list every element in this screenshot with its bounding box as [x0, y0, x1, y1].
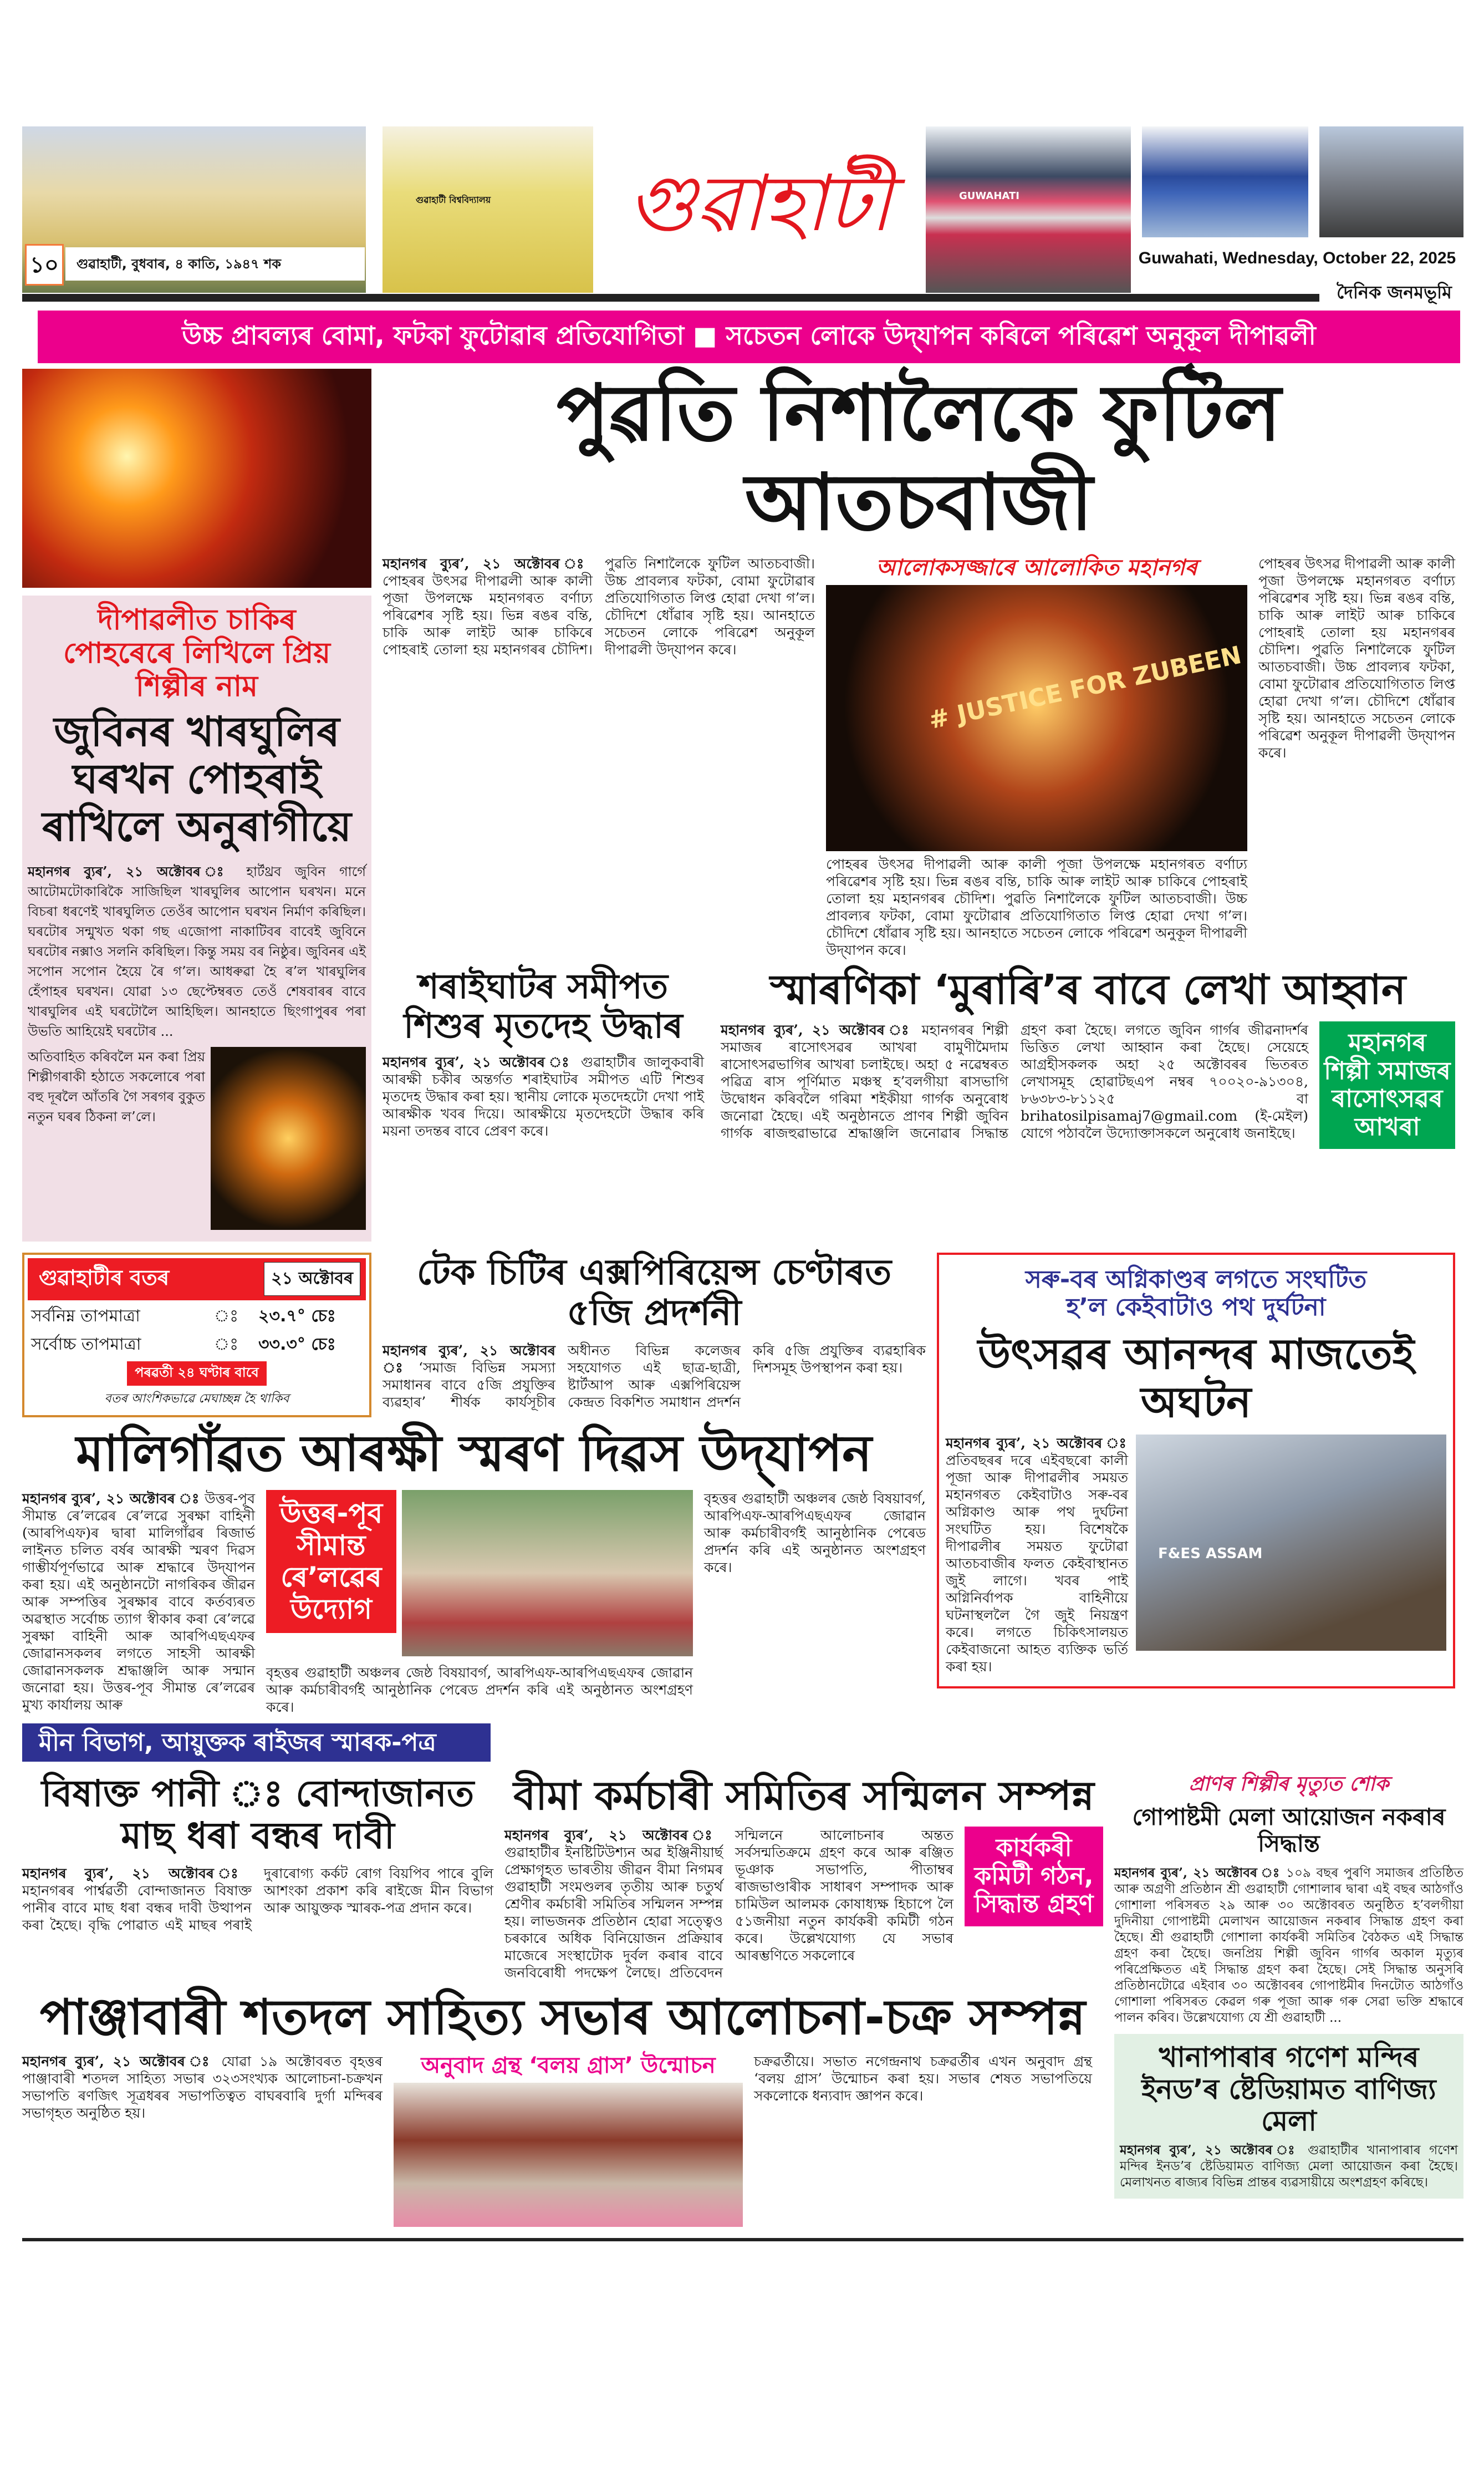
smaranika-body: মহানগৰ ব্যুৰ’, ২১ অক্টোবৰ ঃ মহানগৰৰ শিল্পী সমাজৰ ৰাসোৎসৱৰ আখৰা বামুণীমৈদাম ৰাসোৎসৱভাগিৰ আখৰা চলাইছে। অহা ৫ নৱেম্বৰত পৱিত্ৰ ৰাস পূৰ্ণিমাত মঞ্চস্থ হ’বলগীয়া ৰাসভাগি উদ্বোধন কৰিবলৈ গৰিমা শইকীয়া গাৰ্গক অনুৰোধ জনোৱা হৈছে। এই অনুষ্ঠানতে প্ৰাণৰ শিল্পী জুবিন গাৰ্গক ৰাজহুৱাভাৱে শ্ৰদ্ধাঞ্জলি জনোৱাৰ সিদ্ধান্ত গ্ৰহণ কৰা হৈছে। লগতে জুবিন গাৰ্গৰ জীৱনাদৰ্শৰ ভিত্তিত লেখা আহ্বান কৰা হৈছে। সেয়েহে আগ্ৰহীসকলক অহা ২৫ অক্টোবৰৰ ভিতৰত লেখাসমূহ হোৱাটছএপ নম্বৰ ৭০০২০-৯১৩০৪, ৮৬৩৮৩-৮১১২৫ বা brihatosilpisamaj7@gmail.com (ই-মেইল) যোগে পঠাবলৈ উদ্যোক্তাসকলে অনুৰোধ জনাইছে।	[721, 1022, 1308, 1142]
masthead-photo-station	[926, 126, 1131, 293]
saraighat-headline: শৰাইঘাটৰ সমীপত শিশুৰ মৃতদেহ উদ্ধাৰ	[404, 966, 683, 1046]
poison-water-body: মহানগৰ ব্যুৰ’, ২১ অক্টোবৰ ঃ মহানগৰৰ পাৰ্শ্বৱৰ্তী বোন্দাজানত বিষাক্ত পানীৰ বাবে মাছ ধৰা বন্ধৰ দাবী উত্থাপন কৰা হৈছে। বৃদ্ধি পোৱাত এই মাছৰ পৰাই দুৰাৰোগ্য কৰ্কট ৰোগ বিয়পিব পাৰে বুলি আশংকা প্ৰকাশ কৰি ৰাইজে মীন বিভাগ আৰু আয়ুক্তক স্মাৰক-পত্ৰ প্ৰদান কৰে।	[22, 1865, 493, 1934]
story-body: হাৰ্টথ্ৰব জুবিন গাৰ্গে আটোমটোকাৰিকৈ সাজিছিল খাৰঘুলিৰ আপোন ঘৰখন। মনে বিচৰা ধৰণেই খাৰঘুলিত তেওঁৰ আপোন ঘৰখন নিৰ্মাণ কৰিছিল। ঘৰটোৰ সন্মুখত থকা গছ এজোপা নাকাটিবৰ বাবেই জুবিনে ঘৰটোৰ নক্সাও সলনি কৰিছিল। কিন্তু সময় বৰ নিষ্ঠুৰ। জুবিনৰ এই সপোন সপোন হৈয়ে ৰৈ গ’ল। আধৰুৱা হৈ ৰ’ল খাৰঘুলিৰ হেঁপাহৰ ঘৰখন। যোৱা ১৩ ছেপ্টেম্বৰত তেওঁ শেষবাৰৰ বাবে খাৰঘুলিৰ এই ঘৰটোলৈ আহিছিল। আনহাতে ছিংগাপুৰৰ পৰা উভতি আহিয়েই ঘৰটোৰ ...	[28, 863, 366, 1039]
punjabari-body: মহানগৰ ব্যুৰ’, ২১ অক্টোবৰ ঃ যোৱা ১৯ অক্টোবৰত বৃহত্তৰ পাঞ্জাবাৰী শতদল সাহিত্য সভাৰ ৩২৩সংখ্যক আলোচনা-চক্ৰখন সভাপতি ৰণজিৎ সূত্ৰধৰৰ সভাপতিত্বত বাঘৰবাৰি দুৰ্গা মন্দিৰৰ সভাগৃহত অনুষ্ঠিত হয়।	[22, 2053, 383, 2122]
masthead	[0, 0, 1484, 311]
lead-story-body	[383, 555, 815, 658]
poison-water-headline: বিষাক্ত পানী ঃ বোন্দাজানত মাছ ধৰা বন্ধৰ দাবী	[41, 1772, 475, 1858]
rpf-body-right: বৃহত্তৰ গুৱাহাটী অঞ্চলৰ জেষ্ঠ বিষয়াবৰ্গ, আৰপিএফ-আৰপিএছএফৰ জোৱান আৰু কৰ্মচাৰীবৰ্গই আনুষ্ঠানিক পেৰেড প্ৰদৰ্শন কৰি এই অনুষ্ঠানত অংশগ্ৰহণ কৰে।	[704, 1491, 926, 1576]
khanapara-story: খানাপাৰাৰ গণেশ মন্দিৰ ইনড’ৰ ষ্টেডিয়ামত বাণিজ্য মেলা মহানগৰ ব্যুৰ’, ২১ অক্টোবৰ ঃ গুৱাহাটীৰ খানাপাৰাৰ গণেশ মন্দিৰ ইনড’ৰ ষ্টেডিয়ামত বাণিজ্য মেলা আয়োজন কৰা হৈছে। মেলাখনত ৰাজ্যৰ বিভিন্ন প্ৰান্তৰ ব্যৱসায়ীয়ে অংশগ্ৰহণ কৰিছে।	[1114, 2034, 1463, 2199]
photo-text: F&ES ASSAM	[1158, 1545, 1263, 1562]
fisheries-banner: মীন বিভাগ, আয়ুক্তক ৰাইজৰ স্মাৰক-পত্ৰ	[22, 1723, 491, 1762]
masthead-rule	[22, 294, 1319, 302]
logo: গুৱাহাটী	[627, 159, 892, 249]
sign-text: গুৱাহাটী বিশ্ববিদ্যালয়	[416, 195, 491, 205]
tech-headline: টেক চিটিৰ এক্সপিৰিয়েন্স চেণ্টাৰত ৫জি প্ৰদৰ্শনী	[416, 1252, 892, 1334]
photo-text: # JUSTICE FOR ZUBEEN	[926, 640, 1244, 735]
paper-name: দৈনিক জনমভূমি	[1325, 278, 1463, 308]
story-body-end: অতিবাহিত কৰিবলৈ মন কৰা প্ৰিয় শিল্পীগৰাকী হঠাতে সকলোৰে পৰা বহু দূৰলৈ আঁতৰি গৈ সৰগৰ বুকুত নতুন ঘৰৰ ঠিকনা ল’লে।	[28, 1049, 205, 1125]
forecast-text: বতৰ আংশিকভাৱে মেঘাচ্ছন্ন হৈ থাকিব	[104, 1391, 289, 1406]
assamese-date: গুৱাহাটী, বুধবাৰ, ৪ কাতি, ১৯৪৭ শক	[65, 247, 365, 281]
accident-story: সৰু-বৰ অগ্নিকাণ্ডৰ লগতে সংঘটিত হ’ল কেইবাটাও পথ দুৰ্ঘটনা উৎসৱৰ আনন্দৰ মাজতেই অঘটন F&ES ASSAM মহানগৰ ব্যুৰ’, ২১ অক্টোবৰ ঃ প্ৰতিবছৰৰ দৰে এইবছৰো কালী পূজা আৰু দীপাৱলীৰ সময়ত মহানগৰত কেইবাটাও সৰু-বৰ অগ্নিকাণ্ড আৰু পথ দুৰ্ঘটনা সংঘটিত হয়। বিশেষকৈ দীপাৱলীৰ সময়ত ফুটোৱা আতচবাজীৰ ফলত কেইবাস্থানত জুই লাগে। খবৰ পাই অগ্নিনিৰ্বাপক বাহিনীয়ে ঘটনাস্থললৈ গৈ জুই নিয়ন্ত্ৰণ কৰে। লগতে চিকিৎসালয়ত কেইবাজনো আহত ব্যক্তিক ভৰ্তি কৰা হয়।	[937, 1253, 1455, 1688]
saraighat-body: মহানগৰ ব্যুৰ’, ২১ অক্টোবৰ ঃ গুৱাহাটীৰ জালুকবাৰী আৰক্ষী চকীৰ অন্তৰ্গত শৰাইঘাটৰ সমীপত এটি শিশুৰ মৃতদেহ উদ্ধাৰ কৰা হয়। স্থানীয় লোকে মৃতদেহটো দেখা পাই আৰক্ষীক খবৰ দিয়ে। আৰক্ষীয়ে মৃতদেহটো উদ্ধাৰ কৰি ময়না তদন্তৰ বাবে প্ৰেৰণ কৰে।	[383, 1054, 704, 1139]
rpf-body: মহানগৰ ব্যুৰ’, ২১ অক্টোবৰ ঃ উত্তৰ-পূব সীমান্ত ৰে’লৱেৰ ৰে’লৱে সুৰক্ষা বাহিনী (আৰপিএফ)ৰ দ্বাৰা মালিগাঁৱৰ ৰিজাৰ্ভ লাইনত চলিত বৰ্ষৰ আৰক্ষী স্মৰণ দিৱস গাম্ভীৰ্যপূৰ্ণভাৱে আৰু শ্ৰদ্ধাৰে উদ্‌যাপন কৰা হয়। এই অনুষ্ঠানটো নাগৰিকৰ জীৱন আৰু সম্পত্তিৰ সুৰক্ষাৰ বাবে কৰ্তব্যৰত অৱস্থাত সৰ্বোচ্চ ত্যাগ স্বীকাৰ কৰা ৰে’লৱে সুৰক্ষা বাহিনী আৰু আৰপিএছএফৰ জোৱানসকলৰ লগতে সাহসী আৰক্ষী জোৱানসকলক শ্ৰদ্ধাঞ্জলি আৰু সন্মান জনোৱা হয়। উত্তৰ-পূব সীমান্ত ৰে’লৱেৰ মুখ্য কাৰ্যালয় আৰু	[22, 1491, 255, 1713]
story-body: পোহৰৰ উৎসৱ দীপাৱলী আৰু কালী পূজা উপলক্ষে মহানগৰত বৰ্ণাঢ্য পৰিৱেশৰ সৃষ্টি হয়। ভিন্ন ৰঙৰ বন্তি, চাকি আৰু লাইট আৰু চাকিৰে পোহৰাই তোলা হয় মহানগৰৰ চৌদিশ। পুৱতি নিশালৈকে ফুটিল আতচবাজী। উচ্চ প্ৰাবল্যৰ ফটকা, বোমা ফুটোৱাৰ প্ৰতিযোগিতাত লিপ্ত হোৱা দেখা গ’ল। চৌদিশে ধোঁৱাৰ সৃষ্টি হয়। আনহাতে সচেতন লোকে পৰিৱেশ অনুকূল দীপাৱলী উদ্‌যাপন কৰে।	[383, 556, 815, 658]
top-banner	[38, 311, 1460, 363]
accident-headline: উৎসৱৰ আনন্দৰ মাজতেই অঘটন	[977, 1329, 1415, 1427]
gopashtami-body: মহানগৰ ব্যুৰ’, ২১ অক্টোবৰ ঃ ১০৯ বছৰ পুৰণি সমাজৰ প্ৰতিষ্ঠিত আৰু অগ্ৰণী প্ৰতিষ্ঠান শ্ৰী গুৱাহাটী গোশালাৰ দ্বাৰা এই বছৰ আঠগাঁও গোশালা পৰিসৰত ২৯ আৰু ৩০ অক্টোবৰত অনুষ্ঠিত হ’বলগীয়া দুদিনীয়া গোপাষ্টমী মেলাখন আয়োজন নকৰাৰ সিদ্ধান্ত গ্ৰহণ কৰা হৈছে। শ্ৰী গুৱাহাটী গোশালা কাৰ্যকৰী সমিতিৰ বৈঠকত এই সিদ্ধান্ত গ্ৰহণ কৰা হৈছে। জনপ্ৰিয় শিল্পী জুবিন গাৰ্গৰ অকাল মৃত্যুৰ পৰিপ্ৰেক্ষিতত এই সিদ্ধান্ত গ্ৰহণ কৰা হৈছে। সেই সিদ্ধান্ত অনুসৰি প্ৰতিষ্ঠানটোৱে এইবাৰ ৩০ অক্টোবৰৰ গোপাষ্টমীৰ দিনটোত আঠগাঁও গোশালা পৰিসৰত কেৱল গৰু পূজা আৰু গৰু সেৱা ভক্তি শ্ৰদ্ধাৰে পালন কৰিব। উল্লেখযোগ্য যে শ্ৰী গুৱাহাটী ...	[1114, 1865, 1464, 2026]
lead-story-right-column: পোহৰৰ উৎসৱ দীপাৱলী আৰু কালী পূজা উপলক্ষে মহানগৰত বৰ্ণাঢ্য পৰিৱেশৰ সৃষ্টি হয়। ভিন্ন ৰঙৰ বন্তি, চাকি আৰু লাইট আৰু চাকিৰে পোহৰাই তোলা হয় মহানগৰৰ চৌদিশ। পুৱতি নিশালৈকে ফুটিল আতচবাজী। উচ্চ প্ৰাবল্যৰ ফটকা, বোমা ফুটোৱাৰ প্ৰতিযোগিতাত লিপ্ত হোৱা দেখা গ’ল। চৌদিশে ধোঁৱাৰ সৃষ্টি হয়। আনহাতে সচেতন লোকে পৰিৱেশ অনুকূল দীপাৱলী উদ্‌যাপন কৰে।	[1258, 556, 1455, 761]
forecast-label: পৰৱৰ্তী ২৪ ঘণ্টাৰ বাবে	[127, 1361, 267, 1386]
lead-photo-text-below: পোহৰৰ উৎসৱ দীপাৱলী আৰু কালী পূজা উপলক্ষে মহানগৰত বৰ্ণাঢ্য পৰিৱেশৰ সৃষ্টি হয়। ভিন্ন ৰঙৰ বন্তি, চাকি আৰু লাইট আৰু চাকিৰে পোহৰাই তোলা হয় মহানগৰৰ চৌদিশ। পুৱতি নিশালৈকে ফুটিল আতচবাজী। উচ্চ প্ৰাবল্যৰ ফটকা, বোমা ফুটোৱাৰ প্ৰতিযোগিতাত লিপ্ত হোৱা দেখা গ’ল। চৌদিশে ধোঁৱাৰ সৃষ্টি হয়। আনহাতে সচেতন লোকে পৰিৱেশ অনুকূল দীপাৱলী উদ্‌যাপন কৰে।	[826, 856, 1247, 958]
rpf-parade-photo	[402, 1490, 693, 1656]
khanapara-headline: খানাপাৰাৰ গণেশ মন্দিৰ ইনড’ৰ ষ্টেডিয়ামত বাণিজ্য মেলা	[1141, 2041, 1436, 2138]
weather-row: সৰ্বনিম্ন তাপমাত্ৰা ঃ ২৩.৭° চেঃ	[31, 1306, 336, 1326]
rpf-box: উত্তৰ-পূব সীমান্ত ৰে’লৱেৰ উদ্যোগ	[266, 1490, 396, 1633]
section-middle	[22, 1253, 1463, 1762]
weather-row: সৰ্বোচ্চ তাপমাত্ৰা ঃ ৩৩.৩° চেঃ	[31, 1334, 336, 1354]
fireworks-photo	[22, 369, 371, 588]
masthead-photo-bridge	[1142, 126, 1308, 237]
sign-text: GUWAHATI	[959, 190, 1019, 202]
lead-photo-caption: আলোকসজ্জাৰে আলোকিত মহানগৰ	[876, 555, 1197, 581]
punjabari-subhead: অনুবাদ গ্ৰন্থ ‘বলয় গ্ৰাস’ উন্মোচন	[421, 2053, 716, 2079]
bottom-rule	[22, 2238, 1463, 2241]
lead-headline: পুৱতি নিশালৈকে ফুটিল আতচবাজী	[557, 368, 1281, 548]
zubeen-story	[22, 596, 371, 1242]
page-number: ১০	[25, 244, 64, 286]
banner-text: উচ্চ প্ৰাবল্যৰ বোমা, ফটকা ফুটোৱাৰ প্ৰতিযোগিতা ■ সচেতন লোকে উদ্‌যাপন কৰিলে পৰিৱেশ অনুকূল দীপাৱলী	[182, 321, 1316, 350]
dateline: মহানগৰ ব্যুৰ’, ২১ অক্টোবৰ ঃ	[28, 863, 233, 879]
gopashtami-kicker: প্ৰাণৰ শিল্পীৰ মৃত্যুত শোক	[1189, 1773, 1389, 1796]
punjabari-headline: পাঞ্জাবাৰী শতদল সাহিত্য সভাৰ আলোচনা-চক্ৰ সম্পন্ন	[39, 1988, 1086, 2046]
accident-kicker: সৰু-বৰ অগ্নিকাণ্ডৰ লগতে সংঘটিত হ’ল কেইবাটাও পথ দুৰ্ঘটনা	[1025, 1265, 1367, 1322]
lead-photo	[826, 585, 1247, 851]
punjabari-body-right: চক্ৰৱৰ্তীয়ে। সভাত নগেন্দ্ৰনাথ চক্ৰৱৰ্তীৰ এখন অনুবাদ গ্ৰন্থ ‘বলয় গ্ৰাস’ উন্মোচন কৰা হয়। সভাৰ শেষত সভাপতিয়ে সকলোকে ধন্যবাদ জ্ঞাপন কৰে।	[754, 2053, 1092, 2104]
rpf-headline: মালিগাঁৱত আৰক্ষী স্মৰণ দিৱস উদ্‌যাপন	[76, 1424, 872, 1483]
zubeen-house-photo	[211, 1047, 366, 1230]
section-top	[22, 369, 1463, 1242]
book-launch-photo	[394, 2083, 743, 2227]
dateline: মহানগৰ ব্যুৰ’, ২১ অক্টোবৰ ঃ	[383, 556, 593, 572]
gopashtami-headline: গোপাষ্টমী মেলা আয়োজন নকৰাৰ সিদ্ধান্ত	[1132, 1803, 1446, 1858]
weather-title: গুৱাহাটীৰ বতৰ	[39, 1265, 170, 1290]
masthead-photo-traffic	[1319, 126, 1463, 237]
zubeen-kicker: দীপাৱলীত চাকিৰ পোহৰেৰে লিখিলে প্ৰিয় শিল্পীৰ নাম	[63, 603, 330, 703]
smaranika-headline: স্মাৰণিকা ‘মুৰাৰি’ৰ বাবে লেখা আহ্বান	[769, 966, 1406, 1014]
masthead-photo-university	[383, 126, 593, 293]
fire-service-photo	[1136, 1435, 1446, 1651]
insurance-headline: বীমা কৰ্মচাৰী সমিতিৰ সন্মিলন সম্পন্ন	[513, 1772, 1094, 1819]
rpf-body-2: বৃহত্তৰ গুৱাহাটী অঞ্চলৰ জেষ্ঠ বিষয়াবৰ্গ, আৰপিএফ-আৰপিএছএফৰ জোৱান আৰু কৰ্মচাৰীবৰ্গই আনুষ্ঠানিক পেৰেড প্ৰদৰ্শন কৰি এই অনুষ্ঠানত অংশগ্ৰহণ কৰে।	[266, 1665, 693, 1716]
insurance-body: মহানগৰ ব্যুৰ’, ২১ অক্টোবৰ ঃ গুৱাহাটীৰ ইনষ্টিটিউশ্যন অৱ ইঞ্জিনীয়াৰ্ছ প্ৰেক্ষাগৃহত ভাৰতীয় জীৱন বীমা নিগমৰ গুৱাহাটী সংমণ্ডলৰ তৃতীয় আৰু চতুৰ্থ শ্ৰেণীৰ কৰ্মচাৰী সমিতিৰ সন্মিলন সম্পন্ন হয়। লাভজনক প্ৰতিষ্ঠান হোৱা সত্ত্বেও চৰকাৰে অধিক বিনিয়োজন প্ৰক্ৰিয়াৰ মাজেৰে সংস্থাটোক দুৰ্বল কৰাৰ বাবে জনবিৰোধী পদক্ষেপ লৈছে। প্ৰতিবেদন সন্মিলনে আলোচনাৰ অন্তত সৰ্বসন্মতিক্ৰমে গ্ৰহণ কৰে আৰু ৰঞ্জিত ভূঞাক সভাপতি, পীতাম্বৰ ৰাজভাণ্ডাৰীক সাধাৰণ সম্পাদক আৰু চামিউল আলমক কোষাধ্যক্ষ হিচাপে লৈ ৫১জনীয়া নতুন কাৰ্যকৰী কমিটী গঠন কৰে। উল্লেখযোগ্য যে সভাৰ আৰম্ভণিতে সকলোৰে	[504, 1827, 953, 1981]
tech-body: মহানগৰ ব্যুৰ’, ২১ অক্টোবৰ ঃ ‘সমাজ বিভিন্ন সমস্যা সমাধানৰ বাবে ৫জি প্ৰযুক্তিৰ ব্যৱহাৰ’ শীৰ্ষক কাৰ্যসূচীৰ অধীনত বিভিন্ন কলেজৰ সহযোগত এই ছাত্ৰ-ছাত্ৰী, ষ্টাৰ্টআপ আৰু এক্সপিৰিয়েন্স কেন্দ্ৰত বিকশিত সমাধান প্ৰদৰ্শন কৰি ৫জি প্ৰযুক্তিৰ ব্যৱহাৰিক দিশসমূহ উপস্থাপন কৰা হয়।	[383, 1342, 926, 1410]
weather-date: ২১ অক্টোবৰ	[264, 1262, 360, 1296]
section-bottom	[22, 1773, 1463, 2227]
smaranika-box: মহানগৰ শিল্পী সমাজৰ ৰাসোৎসৱৰ আখৰা	[1319, 1021, 1455, 1149]
weather-box	[22, 1253, 371, 1417]
english-date: Guwahati, Wednesday, October 22, 2025	[1131, 241, 1463, 276]
zubeen-headline: জুবিনৰ খাৰঘুলিৰ ঘৰখন পোহৰাই ৰাখিলে অনুৰাগীয়ে	[42, 708, 351, 851]
insurance-box: কাৰ্যকৰী কমিটী গঠন, সিদ্ধান্ত গ্ৰহণ	[965, 1827, 1103, 1926]
